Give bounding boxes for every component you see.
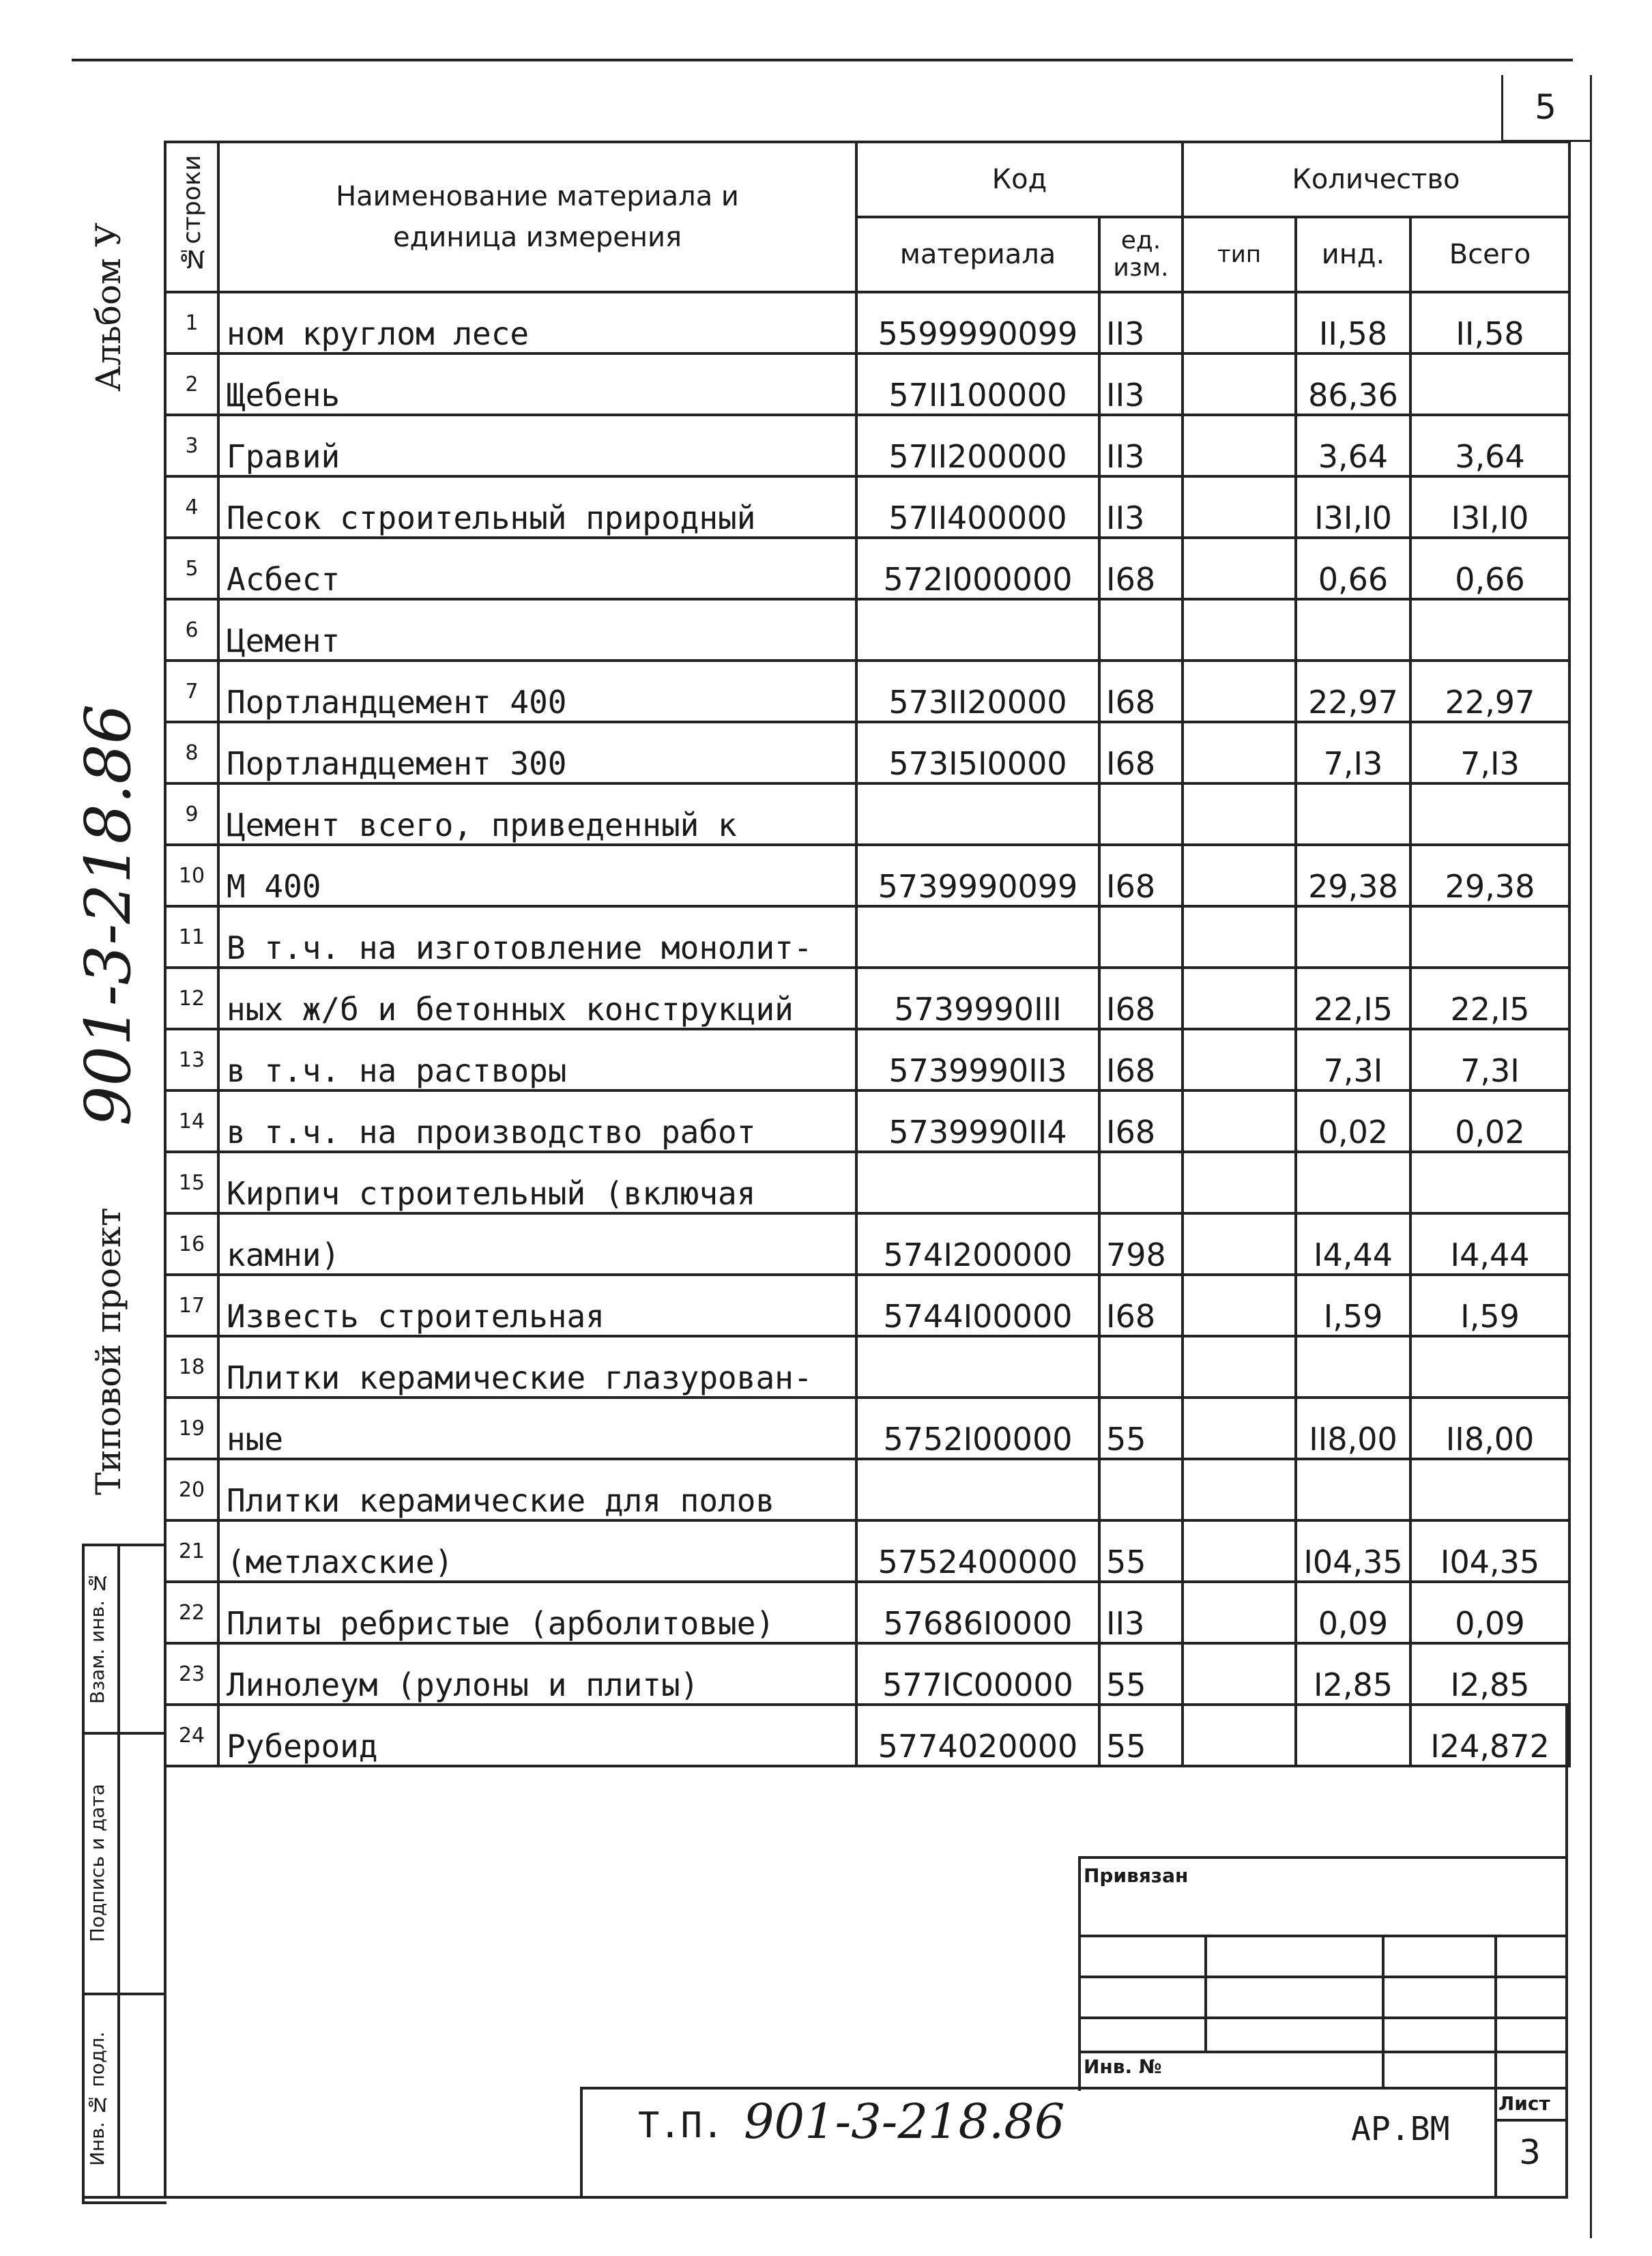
row-unit bbox=[1099, 1152, 1183, 1213]
row-total: I,59 bbox=[1410, 1275, 1569, 1336]
table-row bbox=[165, 415, 1569, 476]
row-number: 18 bbox=[165, 1336, 218, 1398]
row-number: 14 bbox=[165, 1090, 218, 1152]
row-name: в т.ч. на производство работ bbox=[218, 1090, 856, 1152]
row-ind: I04,35 bbox=[1296, 1520, 1410, 1582]
row-ind: 29,38 bbox=[1296, 845, 1410, 906]
tp-number: 901-3-218.86 bbox=[744, 2094, 1065, 2150]
left-stamp-inner-line bbox=[117, 1544, 120, 2199]
row-number: 20 bbox=[165, 1459, 218, 1520]
row-number: 11 bbox=[165, 906, 218, 968]
row-code: 5774020000 bbox=[856, 1705, 1099, 1766]
row-ind bbox=[1296, 1459, 1410, 1520]
typical-project-label: Типовой проект bbox=[89, 1207, 128, 1495]
table-row bbox=[165, 722, 1569, 783]
row-name: ных ж/б и бетонных конструкций bbox=[218, 968, 856, 1029]
table-row bbox=[165, 1398, 1569, 1459]
row-unit: I68 bbox=[1099, 722, 1183, 783]
row-unit bbox=[1099, 1336, 1183, 1398]
row-number: 4 bbox=[165, 476, 218, 538]
row-total bbox=[1410, 1336, 1569, 1398]
binding-stamp-label: Привязан bbox=[1084, 1864, 1189, 1887]
header-name: Наименование материала и единица измерения bbox=[218, 142, 856, 292]
row-type bbox=[1183, 661, 1296, 722]
row-total: I04,35 bbox=[1410, 1520, 1569, 1582]
row-unit: I68 bbox=[1099, 661, 1183, 722]
row-code: 5739990II4 bbox=[856, 1090, 1099, 1152]
row-code: 5599990099 bbox=[856, 292, 1099, 353]
row-code: 573I5I0000 bbox=[856, 722, 1099, 783]
row-number: 12 bbox=[165, 968, 218, 1029]
row-type bbox=[1183, 1152, 1296, 1213]
row-type bbox=[1183, 599, 1296, 661]
row-number: 6 bbox=[165, 599, 218, 661]
row-unit: I68 bbox=[1099, 1275, 1183, 1336]
row-number: 23 bbox=[165, 1643, 218, 1705]
row-unit: I68 bbox=[1099, 1090, 1183, 1152]
header-row-no: №строки bbox=[165, 142, 218, 292]
row-type bbox=[1183, 1582, 1296, 1643]
row-ind: I3I,I0 bbox=[1296, 476, 1410, 538]
row-number: 17 bbox=[165, 1275, 218, 1336]
row-total bbox=[1410, 599, 1569, 661]
bottom-frame-left bbox=[164, 1706, 166, 2199]
row-number: 24 bbox=[165, 1705, 218, 1766]
row-unit bbox=[1099, 906, 1183, 968]
row-unit: 55 bbox=[1099, 1520, 1183, 1582]
vzam-inv-label: Взам. инв. № bbox=[86, 1572, 108, 1704]
table-row bbox=[165, 1705, 1569, 1766]
row-name: Цемент всего, приведенный к bbox=[218, 783, 856, 845]
row-name: Цемент bbox=[218, 599, 856, 661]
row-name: Известь строительная bbox=[218, 1275, 856, 1336]
row-type bbox=[1183, 476, 1296, 538]
row-unit: II3 bbox=[1099, 292, 1183, 353]
sheet-mark: АР.ВМ bbox=[1351, 2110, 1450, 2148]
row-type bbox=[1183, 1705, 1296, 1766]
row-total: 0,66 bbox=[1410, 538, 1569, 599]
podpis-data-label: Подпись и дата bbox=[86, 1784, 108, 1942]
table-row bbox=[165, 1643, 1569, 1705]
row-total: 0,09 bbox=[1410, 1582, 1569, 1643]
table-row bbox=[165, 292, 1569, 353]
header-code: Код bbox=[856, 142, 1183, 217]
row-number: 9 bbox=[165, 783, 218, 845]
binding-grid-v2 bbox=[1382, 1935, 1385, 2088]
header-code-material: материала bbox=[856, 217, 1099, 292]
row-total: I24,872 bbox=[1410, 1705, 1569, 1766]
row-type bbox=[1183, 1090, 1296, 1152]
row-ind bbox=[1296, 1336, 1410, 1398]
row-total bbox=[1410, 906, 1569, 968]
row-type bbox=[1183, 292, 1296, 353]
row-total bbox=[1410, 1152, 1569, 1213]
row-type bbox=[1183, 783, 1296, 845]
row-unit: I68 bbox=[1099, 845, 1183, 906]
row-type bbox=[1183, 1029, 1296, 1090]
page-number: 5 bbox=[1535, 87, 1556, 127]
row-type bbox=[1183, 722, 1296, 783]
table-row bbox=[165, 1152, 1569, 1213]
table-row bbox=[165, 1090, 1569, 1152]
binding-grid-v3 bbox=[1494, 1935, 1497, 2088]
row-code: 5739990III bbox=[856, 968, 1099, 1029]
binding-grid-h2 bbox=[1078, 1976, 1565, 1978]
top-rule bbox=[72, 59, 1573, 61]
inv-podl-label: Инв. № подл. bbox=[86, 2031, 108, 2166]
row-total: 29,38 bbox=[1410, 845, 1569, 906]
row-ind: 7,I3 bbox=[1296, 722, 1410, 783]
row-ind: 22,97 bbox=[1296, 661, 1410, 722]
row-type bbox=[1183, 845, 1296, 906]
row-name: М 400 bbox=[218, 845, 856, 906]
row-code bbox=[856, 1336, 1099, 1398]
row-total: 22,97 bbox=[1410, 661, 1569, 722]
row-total: I2,85 bbox=[1410, 1643, 1569, 1705]
row-code: 574I200000 bbox=[856, 1213, 1099, 1275]
table-row bbox=[165, 476, 1569, 538]
row-total bbox=[1410, 1459, 1569, 1520]
row-unit: 55 bbox=[1099, 1398, 1183, 1459]
row-code: 57686I0000 bbox=[856, 1582, 1099, 1643]
row-total: 0,02 bbox=[1410, 1090, 1569, 1152]
row-ind bbox=[1296, 1152, 1410, 1213]
tp-label: Т.П. bbox=[638, 2105, 724, 2146]
row-unit: II3 bbox=[1099, 476, 1183, 538]
row-name: Портландцемент 300 bbox=[218, 722, 856, 783]
materials-table bbox=[164, 141, 1571, 1767]
row-type bbox=[1183, 906, 1296, 968]
row-name: Кирпич строительный (включая bbox=[218, 1152, 856, 1213]
row-code bbox=[856, 783, 1099, 845]
table-row bbox=[165, 1213, 1569, 1275]
row-name: ном круглом лесе bbox=[218, 292, 856, 353]
row-number: 10 bbox=[165, 845, 218, 906]
row-number: 2 bbox=[165, 353, 218, 415]
row-name: Щебень bbox=[218, 353, 856, 415]
row-unit: 55 bbox=[1099, 1705, 1183, 1766]
row-number: 13 bbox=[165, 1029, 218, 1090]
row-number: 21 bbox=[165, 1520, 218, 1582]
row-ind bbox=[1296, 599, 1410, 661]
row-type bbox=[1183, 1336, 1296, 1398]
row-name: Линолеум (рулоны и плиты) bbox=[218, 1643, 856, 1705]
row-total: I4,44 bbox=[1410, 1213, 1569, 1275]
row-total: I3I,I0 bbox=[1410, 476, 1569, 538]
row-ind: 0,66 bbox=[1296, 538, 1410, 599]
table-row bbox=[165, 1459, 1569, 1520]
row-code bbox=[856, 1459, 1099, 1520]
row-name: Плитки керамические для полов bbox=[218, 1459, 856, 1520]
row-type bbox=[1183, 1398, 1296, 1459]
row-total bbox=[1410, 353, 1569, 415]
row-name: Рубероид bbox=[218, 1705, 856, 1766]
row-name: (метлахские) bbox=[218, 1520, 856, 1582]
list-number: 3 bbox=[1519, 2132, 1541, 2172]
row-unit: II3 bbox=[1099, 415, 1183, 476]
table-row bbox=[165, 1582, 1569, 1643]
header-code-unit: ед. изм. bbox=[1099, 217, 1183, 292]
row-code: 57II400000 bbox=[856, 476, 1099, 538]
row-total: II8,00 bbox=[1410, 1398, 1569, 1459]
row-ind: 3,64 bbox=[1296, 415, 1410, 476]
row-unit: II3 bbox=[1099, 353, 1183, 415]
row-name: В т.ч. на изготовление монолит- bbox=[218, 906, 856, 968]
row-total: II,58 bbox=[1410, 292, 1569, 353]
table-row bbox=[165, 1520, 1569, 1582]
row-name: Гравий bbox=[218, 415, 856, 476]
row-ind: II,58 bbox=[1296, 292, 1410, 353]
row-code: 57II200000 bbox=[856, 415, 1099, 476]
row-code bbox=[856, 906, 1099, 968]
row-name: в т.ч. на растворы bbox=[218, 1029, 856, 1090]
row-unit: I68 bbox=[1099, 1029, 1183, 1090]
row-unit bbox=[1099, 1459, 1183, 1520]
row-code bbox=[856, 1152, 1099, 1213]
table-row bbox=[165, 968, 1569, 1029]
row-type bbox=[1183, 1643, 1296, 1705]
header-q-type: тип bbox=[1183, 217, 1296, 292]
handwritten-project-code: 901-3-218.86 bbox=[72, 704, 145, 1126]
row-type bbox=[1183, 538, 1296, 599]
row-ind: I,59 bbox=[1296, 1275, 1410, 1336]
table-row bbox=[165, 1029, 1569, 1090]
row-unit: 55 bbox=[1099, 1643, 1183, 1705]
row-code: 577IC00000 bbox=[856, 1643, 1099, 1705]
header-quantity: Количество bbox=[1183, 142, 1569, 217]
row-type bbox=[1183, 968, 1296, 1029]
row-total bbox=[1410, 783, 1569, 845]
row-number: 3 bbox=[165, 415, 218, 476]
table-row bbox=[165, 1336, 1569, 1398]
header-q-ind: инд. bbox=[1296, 217, 1410, 292]
row-unit: I68 bbox=[1099, 538, 1183, 599]
row-code: 5752400000 bbox=[856, 1520, 1099, 1582]
row-name: Асбест bbox=[218, 538, 856, 599]
row-ind: 7,3I bbox=[1296, 1029, 1410, 1090]
row-name: Песок строительный природный bbox=[218, 476, 856, 538]
row-ind: I2,85 bbox=[1296, 1643, 1410, 1705]
row-unit: I68 bbox=[1099, 968, 1183, 1029]
left-stamp-sep-2 bbox=[82, 1993, 164, 1995]
row-ind: 86,36 bbox=[1296, 353, 1410, 415]
row-number: 19 bbox=[165, 1398, 218, 1459]
row-number: 5 bbox=[165, 538, 218, 599]
row-ind: I4,44 bbox=[1296, 1213, 1410, 1275]
row-unit bbox=[1099, 599, 1183, 661]
row-ind: 0,09 bbox=[1296, 1582, 1410, 1643]
row-name: Портландцемент 400 bbox=[218, 661, 856, 722]
row-number: 1 bbox=[165, 292, 218, 353]
binding-grid-h4 bbox=[1078, 2051, 1565, 2053]
row-unit bbox=[1099, 783, 1183, 845]
table-row bbox=[165, 783, 1569, 845]
row-type bbox=[1183, 1275, 1296, 1336]
row-total: 7,I3 bbox=[1410, 722, 1569, 783]
row-unit: II3 bbox=[1099, 1582, 1183, 1643]
row-name: Плиты ребристые (арболитовые) bbox=[218, 1582, 856, 1643]
row-code: 5739990099 bbox=[856, 845, 1099, 906]
row-name: ные bbox=[218, 1398, 856, 1459]
inv-no-label: Инв. № bbox=[1084, 2055, 1162, 2078]
row-code: 57II100000 bbox=[856, 353, 1099, 415]
row-name: камни) bbox=[218, 1213, 856, 1275]
left-stamp-sep-1 bbox=[82, 1732, 164, 1735]
list-box-sep bbox=[1494, 2119, 1565, 2122]
binding-grid-h1 bbox=[1078, 1935, 1565, 1937]
table-row bbox=[165, 353, 1569, 415]
binding-grid-v1 bbox=[1204, 1935, 1207, 2051]
album-label: Альбом У bbox=[89, 222, 128, 392]
row-total: 22,I5 bbox=[1410, 968, 1569, 1029]
row-type bbox=[1183, 1520, 1296, 1582]
row-ind: 22,I5 bbox=[1296, 968, 1410, 1029]
header-q-total: Всего bbox=[1410, 217, 1569, 292]
row-ind bbox=[1296, 906, 1410, 968]
row-type bbox=[1183, 1459, 1296, 1520]
row-type bbox=[1183, 353, 1296, 415]
table-row bbox=[165, 599, 1569, 661]
row-total: 3,64 bbox=[1410, 415, 1569, 476]
row-code: 5752I00000 bbox=[856, 1398, 1099, 1459]
row-ind: II8,00 bbox=[1296, 1398, 1410, 1459]
row-ind bbox=[1296, 783, 1410, 845]
binding-grid-h3 bbox=[1078, 2016, 1565, 2019]
row-type bbox=[1183, 1213, 1296, 1275]
table-row bbox=[165, 906, 1569, 968]
row-number: 22 bbox=[165, 1582, 218, 1643]
row-total: 7,3I bbox=[1410, 1029, 1569, 1090]
row-number: 16 bbox=[165, 1213, 218, 1275]
row-ind: 0,02 bbox=[1296, 1090, 1410, 1152]
table-row bbox=[165, 845, 1569, 906]
row-number: 15 bbox=[165, 1152, 218, 1213]
table-row bbox=[165, 1275, 1569, 1336]
right-frame-line bbox=[1590, 75, 1592, 2238]
row-number: 8 bbox=[165, 722, 218, 783]
row-number: 7 bbox=[165, 661, 218, 722]
row-code: 572I000000 bbox=[856, 538, 1099, 599]
row-name: Плитки керамические глазурован- bbox=[218, 1336, 856, 1398]
row-unit: 798 bbox=[1099, 1213, 1183, 1275]
row-code: 5744I00000 bbox=[856, 1275, 1099, 1336]
table-row bbox=[165, 538, 1569, 599]
table-row bbox=[165, 661, 1569, 722]
row-type bbox=[1183, 415, 1296, 476]
row-code bbox=[856, 599, 1099, 661]
row-code: 573II20000 bbox=[856, 661, 1099, 722]
row-ind bbox=[1296, 1705, 1410, 1766]
row-code: 5739990II3 bbox=[856, 1029, 1099, 1090]
list-label: Лист bbox=[1498, 2092, 1550, 2115]
